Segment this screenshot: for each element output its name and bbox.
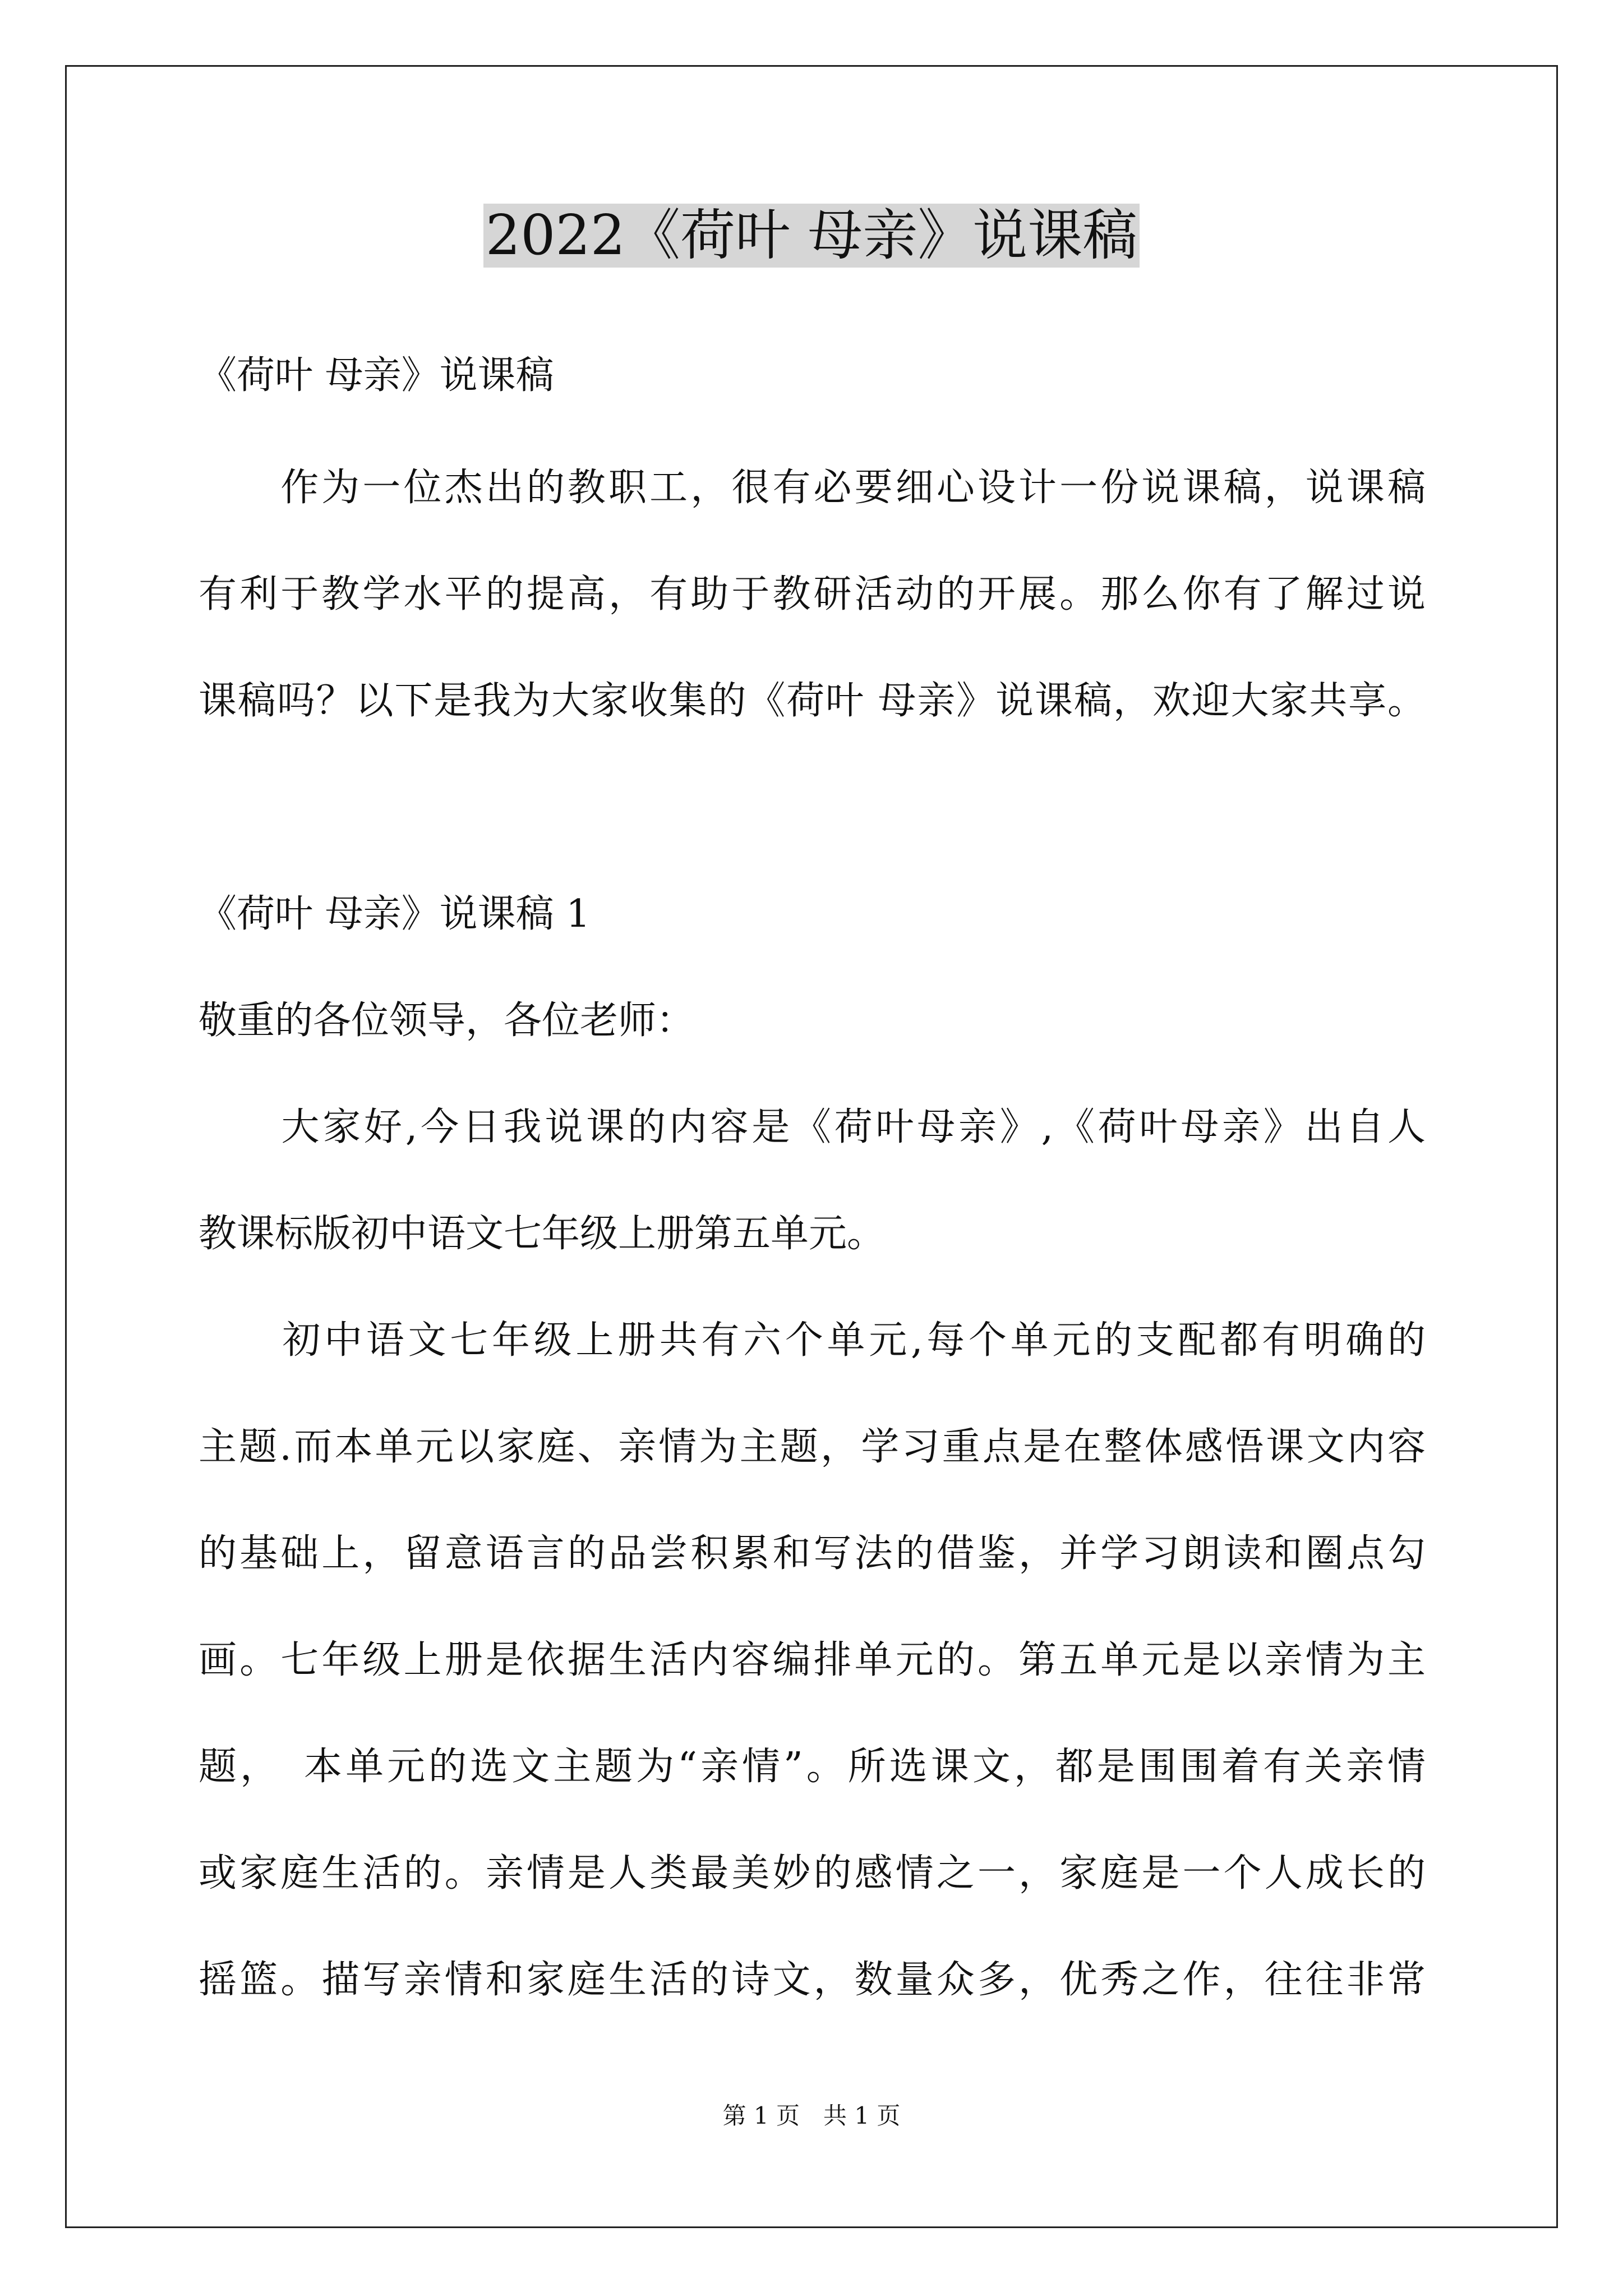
subtitle: 《荷叶 母亲》说课稿 (199, 353, 554, 398)
para1-line-2: 教课标版初中语文七年级上册第五单元。 (199, 1212, 886, 1256)
para2-line-2: 主题.而本单元以家庭、亲情为主题，学习重点是在整体感悟课文内容 (199, 1425, 1426, 1469)
document-title (0, 194, 1623, 278)
para1-line-1: 大家好,今日我说课的内容是《荷叶母亲》,《荷叶母亲》出自人 (199, 1105, 1426, 1149)
para2-line-1: 初中语文七年级上册共有六个单元,每个单元的支配都有明确的 (199, 1318, 1426, 1363)
para2-line-5: 题， 本单元的选文主题为“亲情”。所选课文，都是围围着有关亲情 (199, 1745, 1426, 1789)
intro-line-2: 有利于教学水平的提高，有助于教研活动的开展。那么你有了解过说 (199, 572, 1426, 616)
greeting: 敬重的各位领导，各位老师： (199, 999, 695, 1043)
document-title-text: 2022《荷叶 母亲》说课稿 (483, 204, 1140, 268)
page-footer: 第 1 页 共 1 页 (722, 2102, 901, 2129)
section-heading: 《荷叶 母亲》说课稿 1 (199, 892, 591, 936)
intro-line-1: 作为一位杰出的教职工，很有必要细心设计一份说课稿，说课稿 (199, 466, 1426, 510)
para2-line-6: 或家庭生活的。亲情是人类最美妙的感情之一，家庭是一个人成长的 (199, 1851, 1426, 1895)
intro-line-3: 课稿吗？以下是我为大家收集的《荷叶 母亲》说课稿，欢迎大家共享。 (199, 679, 1426, 723)
para2-line-4: 画。七年级上册是依据生活内容编排单元的。第五单元是以亲情为主 (199, 1638, 1426, 1682)
para2-line-3: 的基础上，留意语言的品尝积累和写法的借鉴，并学习朗读和圈点勾 (199, 1531, 1426, 1576)
para2-line-7: 摇篮。描写亲情和家庭生活的诗文，数量众多，优秀之作，往往非常 (199, 1958, 1426, 2002)
